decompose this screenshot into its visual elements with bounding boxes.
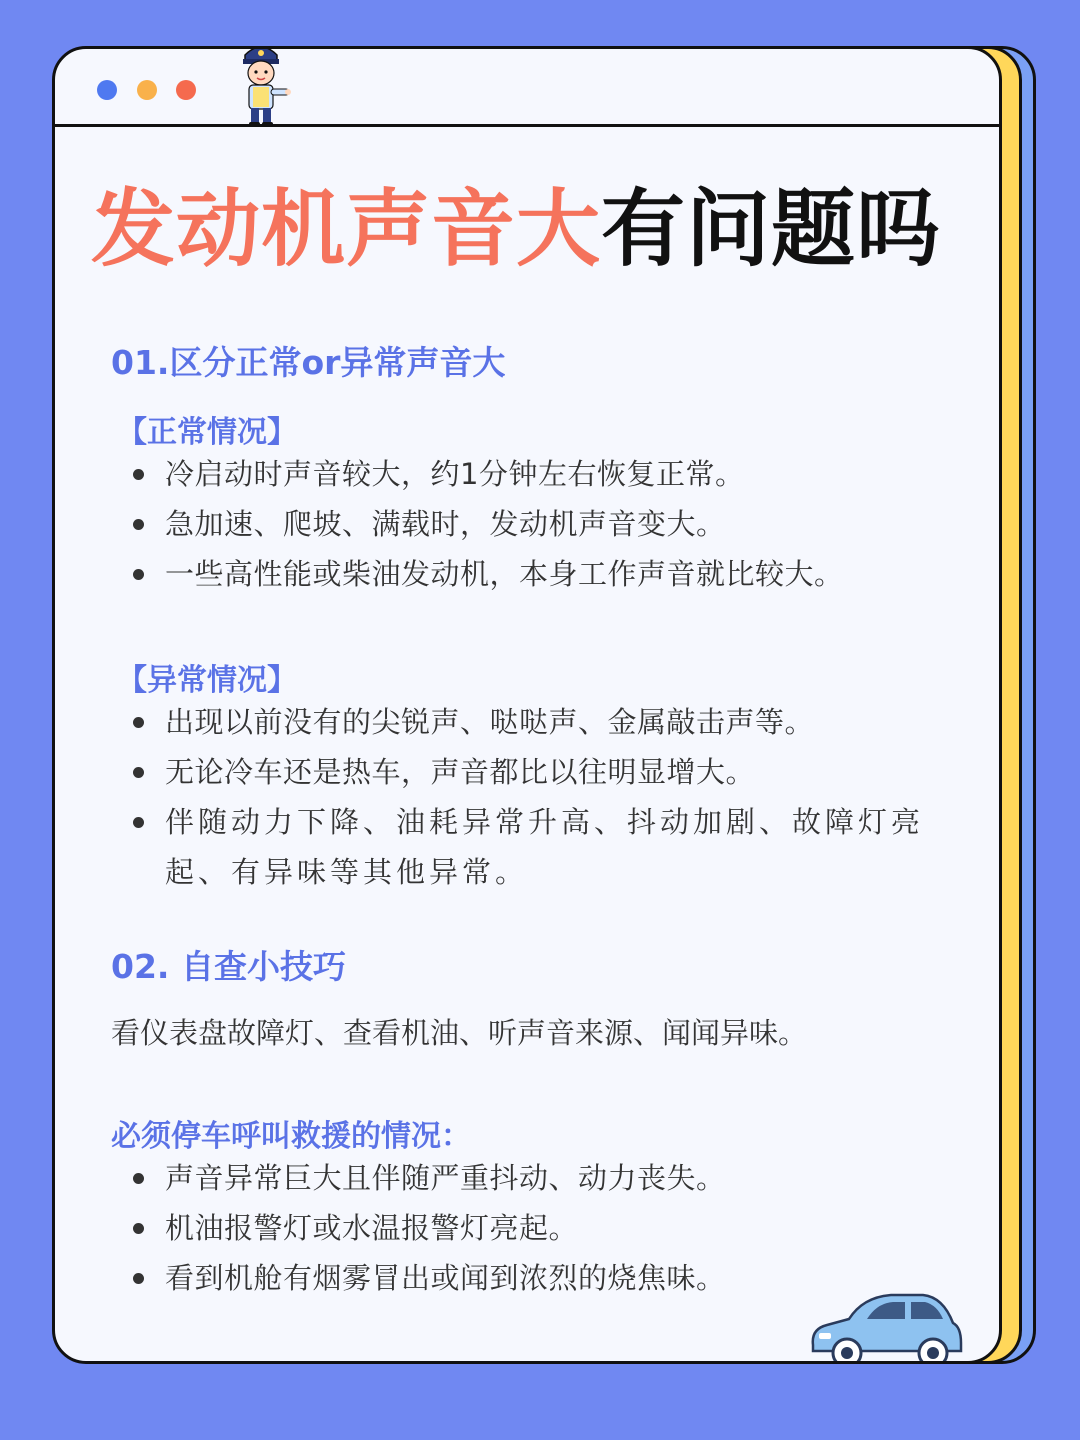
list-item (133, 449, 963, 499)
list-item-text: 伴随动力下降、油耗异常升高、抖动加剧、故障灯亮起、有异味等其他异常。 (165, 805, 925, 889)
self-check-tip: 看仪表盘故障灯、查看机油、听声音来源、闻闻异味。 (111, 1016, 808, 1050)
content-area (55, 49, 999, 1361)
list-item-text: 急加速、爬坡、满载时，发动机声音变大。 (165, 507, 726, 541)
abnormal-list (133, 697, 963, 897)
list-item-text: 冷启动时声音较大，约1分钟左右恢复正常。 (165, 457, 745, 491)
browser-card (52, 46, 1002, 1364)
normal-label: 【正常情况】 (117, 415, 297, 450)
list-item (133, 1203, 963, 1253)
list-item-text: 出现以前没有的尖锐声、哒哒声、金属敲击声等。 (165, 705, 815, 739)
normal-list (133, 449, 963, 599)
section1-heading: 01.区分正常or异常声音大 (111, 343, 506, 382)
rescue-list (133, 1153, 963, 1303)
list-item-text: 看到机舱有烟雾冒出或闻到浓烈的烧焦味。 (165, 1261, 726, 1295)
list-item (133, 747, 963, 797)
list-item (133, 549, 963, 599)
list-item (133, 499, 963, 549)
bullet-dot (133, 767, 144, 778)
list-item-text: 一些高性能或柴油发动机，本身工作声音就比较大。 (165, 557, 844, 591)
rescue-label: 必须停车呼叫救援的情况： (111, 1119, 471, 1154)
title-red-part: 发动机声音大 (91, 180, 602, 278)
bullet-dot (133, 519, 144, 530)
bullet-dot (133, 569, 144, 580)
list-item (133, 797, 963, 897)
bullet-dot (133, 1223, 144, 1234)
list-item (133, 1153, 963, 1203)
list-item (133, 697, 963, 747)
bullet-dot (133, 817, 144, 828)
list-item-text: 无论冷车还是热车，声音都比以往明显增大。 (165, 755, 756, 789)
bullet-dot (133, 469, 144, 480)
bullet-dot (133, 717, 144, 728)
bullet-dot (133, 1173, 144, 1184)
title-black-part: 有问题吗 (601, 180, 942, 278)
abnormal-label: 【异常情况】 (117, 663, 297, 698)
list-item-text: 声音异常巨大且伴随严重抖动、动力丧失。 (165, 1161, 726, 1195)
car-icon (805, 1289, 965, 1364)
list-item-text: 机油报警灯或水温报警灯亮起。 (165, 1211, 579, 1245)
bullet-dot (133, 1273, 144, 1284)
section2-heading: 02. 自查小技巧 (111, 947, 346, 986)
